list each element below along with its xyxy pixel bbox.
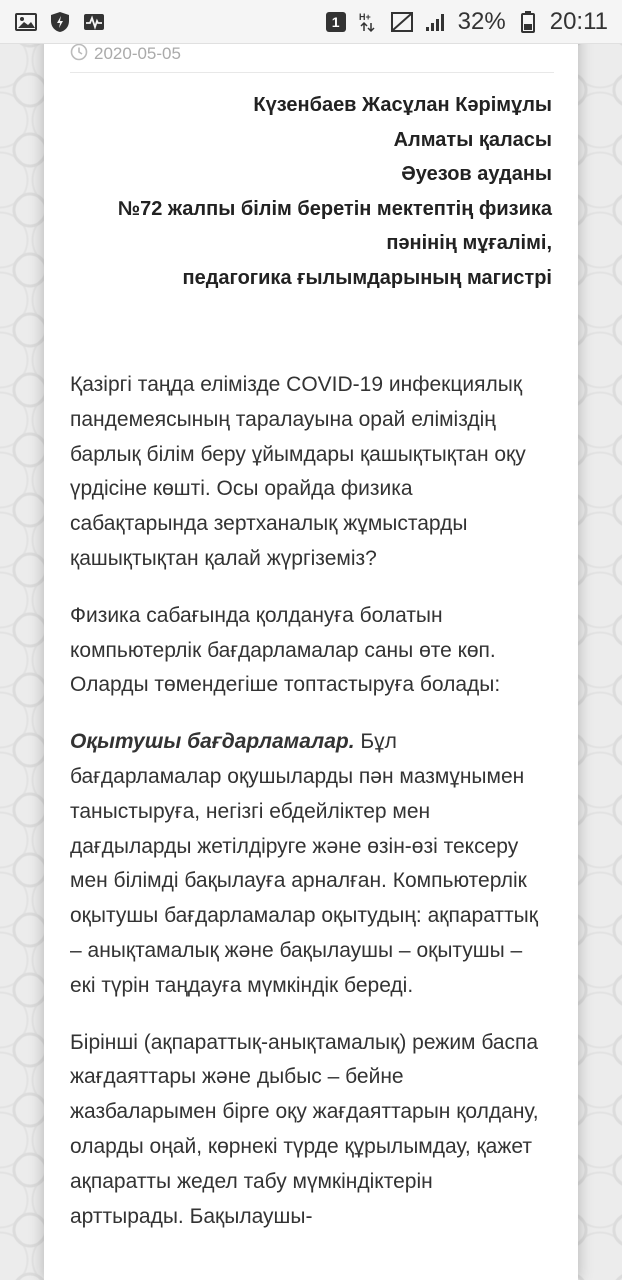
author-line: №72 жалпы білім беретін мектептің физика (117, 197, 552, 220)
lead-text: Бұл бағдарламалар оқушыларды пән мазмұнымен таныстыруға, негізгі ебдейліктер мен дағдыларды жетілдіруге және өзін-өзі тексеру мен білімді бақылауға арналған. Компьютерлік оқытушы бағдарламалар оқытудың: ақпараттық – анықтамалық және бақылаушы – оқытушы – екі түрін таңдауға мүмкіндік береді. (70, 730, 538, 997)
author-block (68, 88, 552, 296)
author-line: Әуезов ауданы (401, 163, 552, 186)
shield-icon (48, 11, 72, 33)
lead-term: Оқытушы бағдарламалар. (70, 730, 355, 754)
date-text: 2020-05-05 (94, 44, 181, 63)
clock-icon (70, 43, 88, 66)
gallery-icon (14, 11, 38, 33)
no-sim-icon (390, 11, 414, 33)
paragraph (70, 725, 552, 1003)
paragraph: Қазіргі таңда елімізде COVID-19 инфекциялық пандемеясының таралауына орай еліміздің барлық білім беру ұйымдары қашықтықтан оқу үрдісіне көшті. Осы орайда физика сабақтарында зертханалық жұмыстарды қашықтықтан қалай жүргіземіз? (70, 373, 526, 570)
data-arrows-icon (356, 11, 380, 33)
status-bar (0, 0, 622, 44)
battery-percent: 32% (457, 7, 506, 35)
sim-badge-icon: 1 (326, 12, 346, 32)
clock: 20:11 (549, 7, 608, 35)
author-line: Алматы қаласы (393, 128, 552, 151)
signal-icon (424, 11, 448, 33)
paragraph: Бірінші (ақпараттық-анықтамалық) режим баспа жағдаяттары және дыбыс – бейне жазбаларымен бірге оқу жағдаяттарын қолдану, оларды оңай, көрнекі түрде құрылымдау, қажет ақпаратты жедел табу мүмкіндіктерін арттырады. Бақылаушы- (70, 1030, 539, 1228)
svg-text:H+: H+ (358, 11, 371, 22)
author-line: педагогика ғылымдарының магистрі (182, 266, 552, 289)
article-body (70, 368, 552, 1256)
author-line: Күзенбаев Жасұлан Кәрімұлы (253, 94, 552, 116)
paragraph: Физика сабағында қолдануға болатын компьютерлік бағдарламалар саны өте көп. Оларды төмендегіше топтастыруға болады: (70, 603, 501, 697)
author-line: пәнінің мұғалімі, (386, 232, 552, 255)
activity-icon (82, 11, 106, 33)
battery-icon (516, 11, 540, 33)
